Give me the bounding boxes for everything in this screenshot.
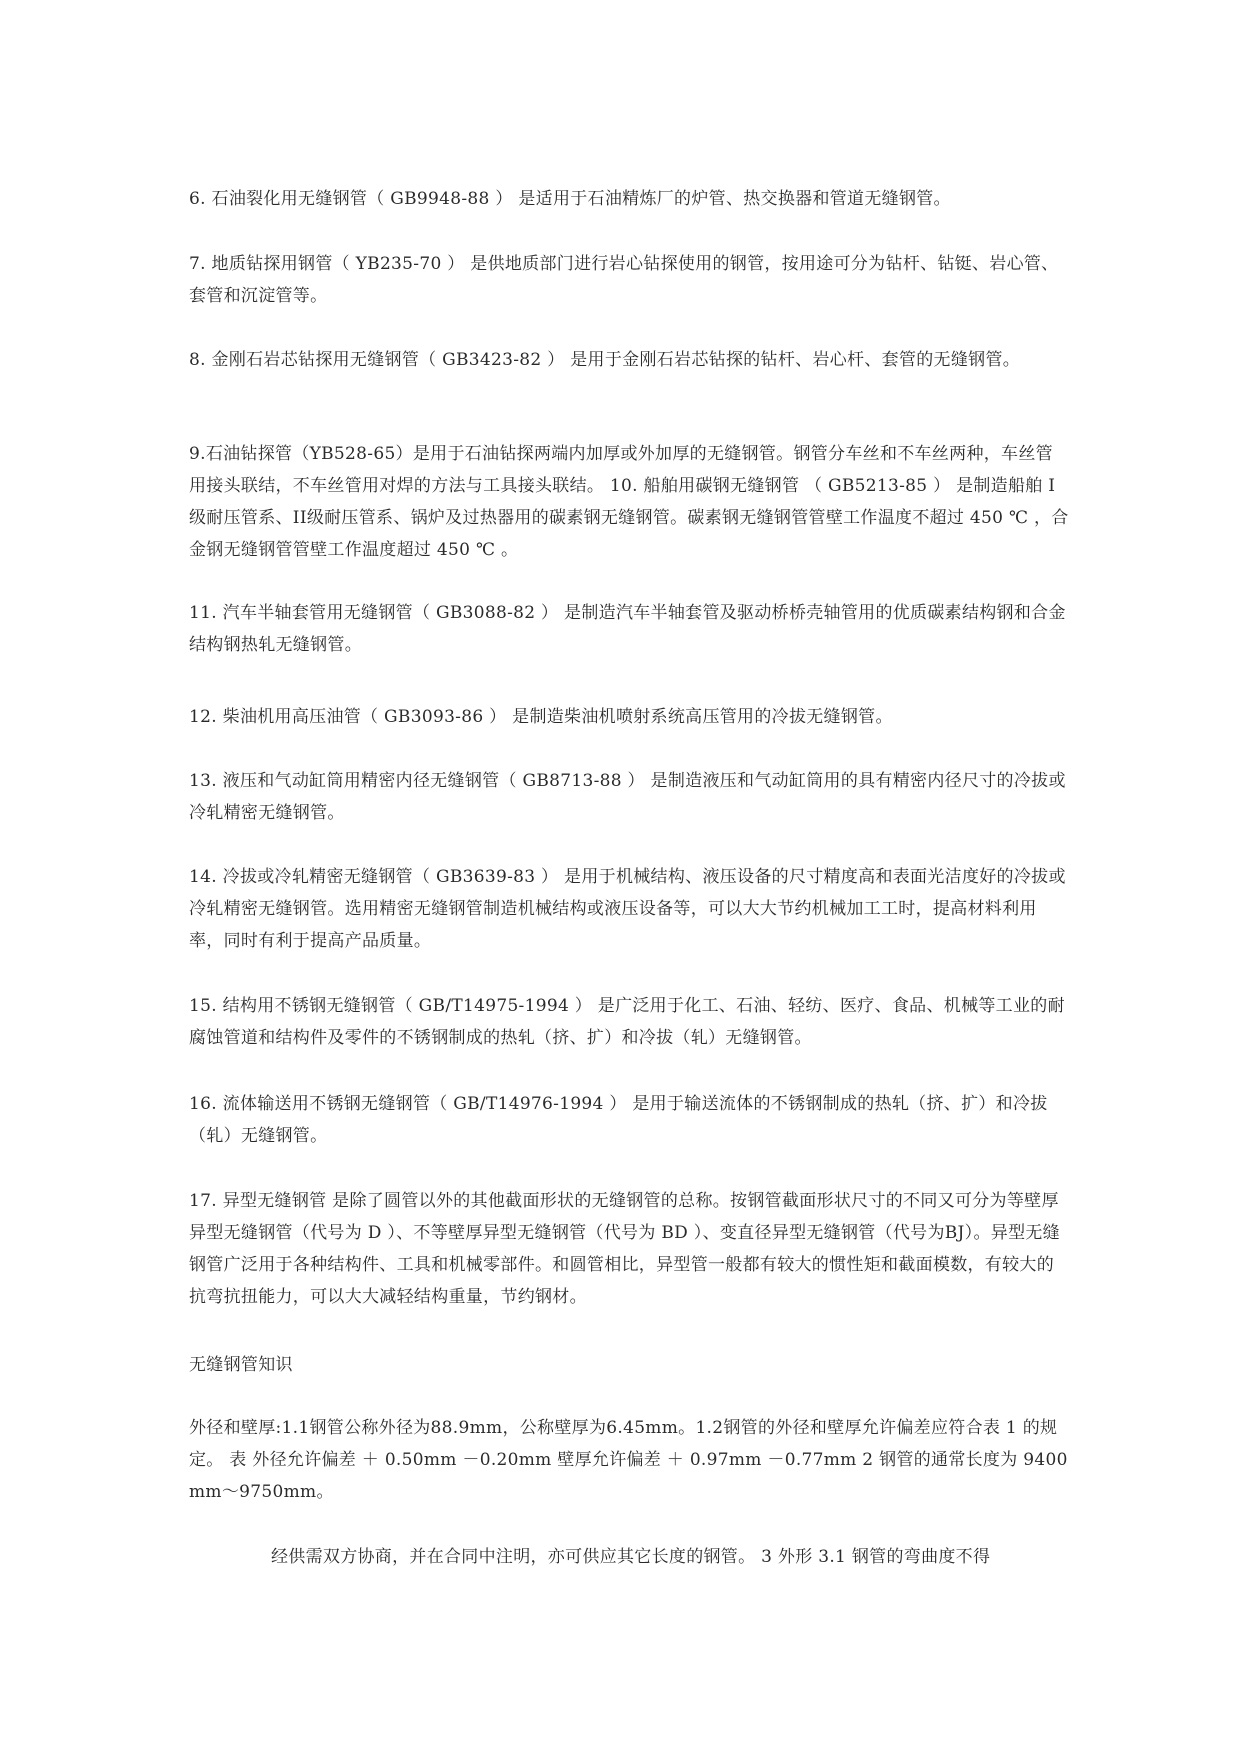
paragraph-dimensions: 外径和壁厚:1.1钢管公称外径为88.9mm，公称壁厚为6.45mm。1.2钢管的外径和壁厚允许偏差应符合表 1 的规定。 表 外径允许偏差 ＋ 0.50mm －0.20mm 壁厚允许偏差 ＋ 0.97mm －0.77mm 2 钢管的通常长度为 9400mm～9750mm。 (189, 1418, 1068, 1502)
paragraph-16: 16. 流体输送用不锈钢无缝钢管（ GB/T14976-1994 ） 是用于输送流体的不锈钢制成的热轧（挤、扩）和冷拔（轧）无缝钢管。 (189, 1094, 1048, 1146)
paragraph-13: 13. 液压和气动缸筒用精密内径无缝钢管（ GB8713-88 ） 是制造液压和气动缸筒用的具有精密内径尺寸的冷拔或冷轧精密无缝钢管。 (189, 771, 1066, 823)
paragraph-17: 17. 异型无缝钢管 是除了圆管以外的其他截面形状的无缝钢管的总称。按钢管截面形状尺寸的不同又可分为等壁厚异型无缝钢管（代号为 D ）、不等壁厚异型无缝钢管（代号为 BD ）、变直径异型无缝钢管（代号为BJ）。异型无缝钢管广泛用于各种结构件、工具和机械零部件。和圆管相比，异型管一般都有较大的惯性矩和截面模数，有较大的抗弯抗扭能力，可以大大减轻结构重量，节约钢材。 (189, 1191, 1060, 1307)
paragraph-11: 11. 汽车半轴套管用无缝钢管（ GB3088-82 ） 是制造汽车半轴套管及驱动桥桥壳轴管用的优质碳素结构钢和合金结构钢热轧无缝钢管。 (189, 603, 1066, 655)
paragraph-negotiation: 经供需双方协商，并在合同中注明，亦可供应其它长度的钢管。 3 外形 3.1 钢管的弯曲度不得 (271, 1547, 991, 1567)
paragraph-7: 7. 地质钻探用钢管（ YB235-70 ） 是供地质部门进行岩心钻探使用的钢管，按用途可分为钻杆、钻铤、岩心管、套管和沉淀管等。 (189, 254, 1059, 306)
paragraph-6: 6. 石油裂化用无缝钢管（ GB9948-88 ） 是适用于石油精炼厂的炉管、热交换器和管道无缝钢管。 (189, 189, 951, 209)
paragraph-9-10: 9.石油钻探管（YB528-65）是用于石油钻探两端内加厚或外加厚的无缝钢管。钢管分车丝和不车丝两种，车丝管用接头联结，不车丝管用对焊的方法与工具接头联结。 10. 船舶用碳钢无缝钢管 （ GB5213-85 ） 是制造船舶 I 级耐压管系、II级耐压管系、锅炉及过热器用的碳素钢无缝钢管。碳素钢无缝钢管管壁工作温度不超过 450 ℃ ，合金钢无缝钢管管壁工作温度超过 450 ℃ 。 (189, 444, 1069, 560)
paragraph-14: 14. 冷拔或冷轧精密无缝钢管（ GB3639-83 ） 是用于机械结构、液压设备的尺寸精度高和表面光洁度好的冷拔或冷轧精密无缝钢管。选用精密无缝钢管制造机械结构或液压设备等，可以大大节约机械加工工时，提高材料利用率，同时有利于提高产品质量。 (189, 867, 1066, 951)
paragraph-12: 12. 柴油机用高压油管（ GB3093-86 ） 是制造柴油机喷射系统高压管用的冷拔无缝钢管。 (189, 707, 893, 727)
paragraph-8: 8. 金刚石岩芯钻探用无缝钢管（ GB3423-82 ） 是用于金刚石岩芯钻探的钻杆、岩心杆、套管的无缝钢管。 (189, 350, 1021, 370)
paragraph-15: 15. 结构用不锈钢无缝钢管（ GB/T14975-1994 ） 是广泛用于化工、石油、轻纺、医疗、食品、机械等工业的耐腐蚀管道和结构件及零件的不锈钢制成的热轧（挤、扩）和冷拔（轧）无缝钢管。 (189, 996, 1065, 1048)
section-heading: 无缝钢管知识 (189, 1355, 293, 1375)
